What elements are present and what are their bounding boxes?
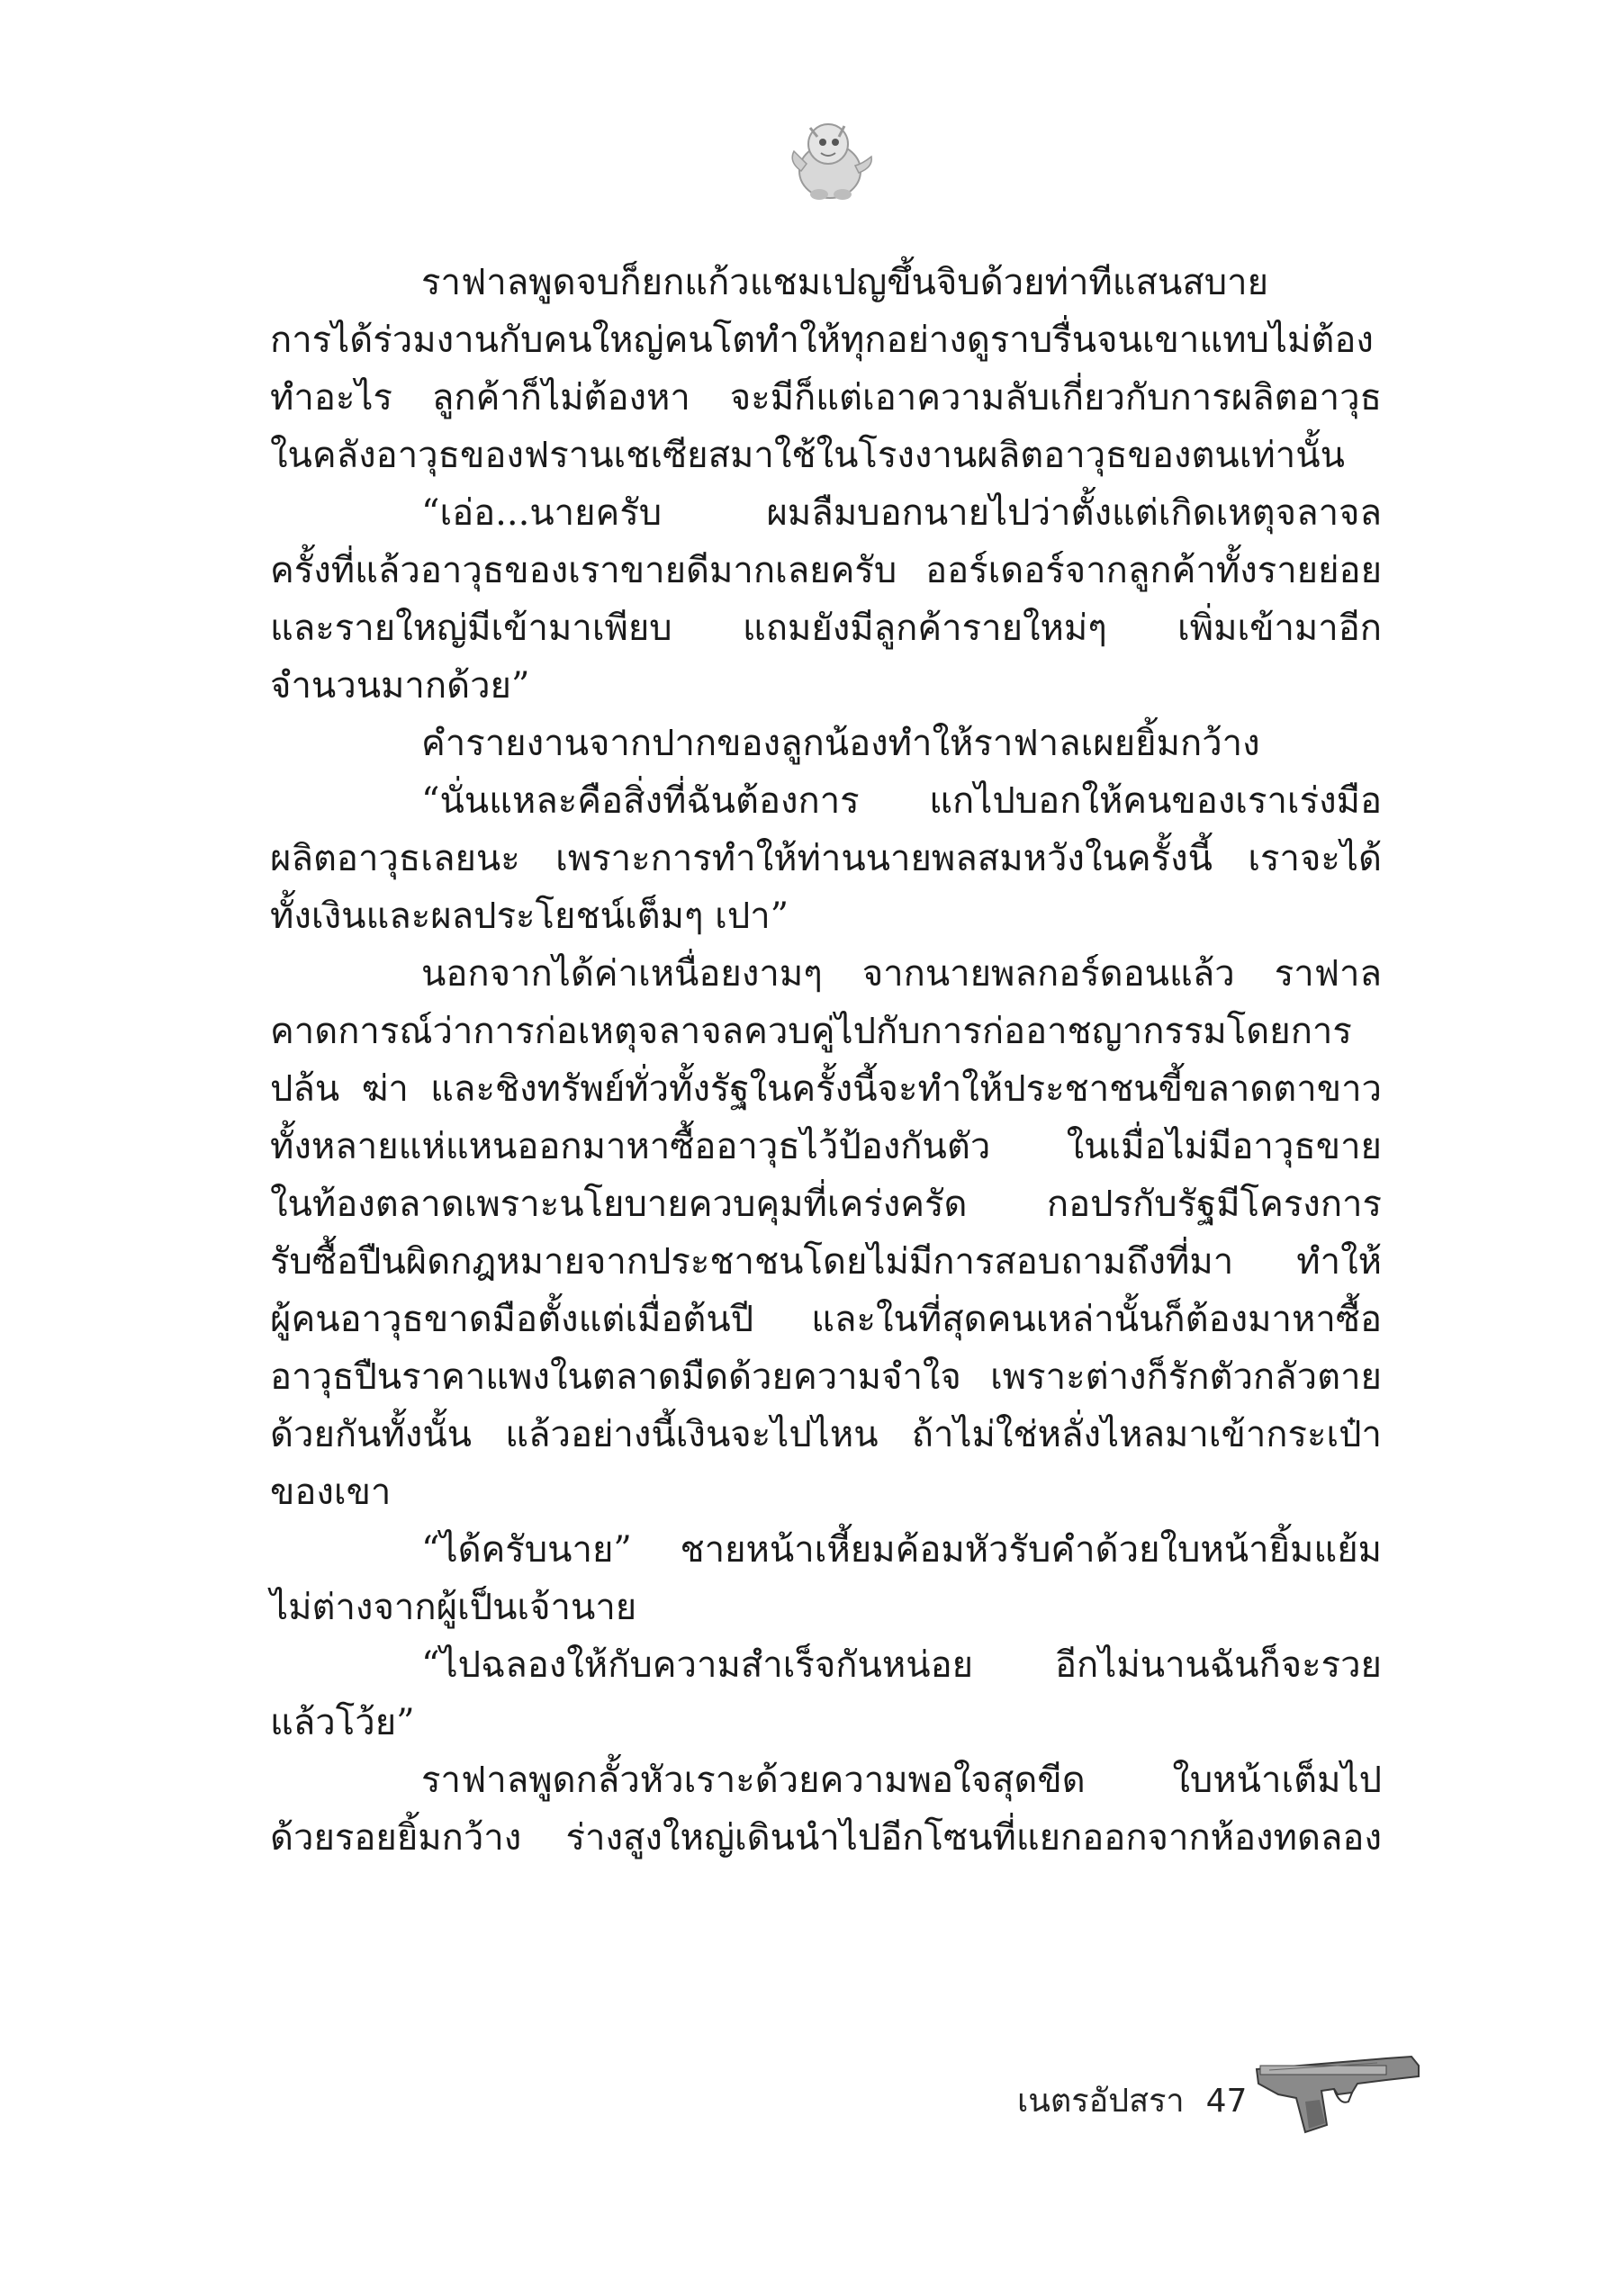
text-line: ทำอะไร ลูกค้าก็ไม่ต้องหา จะมีก็แต่เอาความลับเกี่ยวกับการผลิตอาวุธ <box>270 377 1382 419</box>
pistol-icon <box>1251 2039 1431 2138</box>
text-line: คาดการณ์ว่าการก่อเหตุจลาจลควบคู่ไปกับการก่ออาชญากรรมโดยการ <box>270 1011 1352 1052</box>
page-footer <box>1017 2075 1247 2126</box>
text-line: “นั่นแหละคือสิ่งที่ฉันต้องการ แกไปบอกให้คนของเราเร่งมือ <box>421 780 1382 822</box>
text-line: ทั้งเงินและผลประโยชน์เต็มๆ เปา” <box>270 896 789 937</box>
page-number: 47 <box>1205 2083 1248 2120</box>
text-line: ด้วยรอยยิ้มกว้าง ร่างสูงใหญ่เดินนำไปอีกโซนที่แยกออกจากห้องทดลอง <box>270 1817 1382 1859</box>
text-line: จำนวนมากด้วย” <box>270 665 530 707</box>
text-line: คำรายงานจากปากของลูกน้องทำให้ราฟาลเผยยิ้มกว้าง <box>421 723 1260 764</box>
text-line: ของเขา <box>270 1472 392 1513</box>
text-line: “ได้ครับนาย” ชายหน้าเหี้ยมค้อมหัวรับคำด้วยใบหน้ายิ้มแย้ม <box>421 1529 1382 1571</box>
text-line: “ไปฉลองให้กับความสำเร็จกันหน่อย อีกไม่นานฉันก็จะรวย <box>421 1644 1382 1686</box>
body-text <box>270 254 1382 1867</box>
text-line: ทั้งหลายแห่แหนออกมาหาซื้ออาวุธไว้ป้องกันตัว ในเมื่อไม่มีอาวุธขาย <box>270 1126 1382 1167</box>
text-line: อาวุธปืนราคาแพงในตลาดมืดด้วยความจำใจ เพราะต่างก็รักตัวกลัวตาย <box>270 1356 1382 1398</box>
text-line: ผู้คนอาวุธขาดมือตั้งแต่เมื่อต้นปี และในที่สุดคนเหล่านั้นก็ต้องมาหาซื้อ <box>270 1299 1382 1340</box>
text-line: ครั้งที่แล้วอาวุธของเราขายดีมากเลยครับ ออร์เดอร์จากลูกค้าทั้งรายย่อย <box>270 550 1382 591</box>
text-line: นอกจากได้ค่าเหนื่อยงามๆ จากนายพลกอร์ดอนแล้ว ราฟาล <box>421 953 1382 995</box>
text-line: ราฟาลพูดจบก็ยกแก้วแชมเปญขึ้นจิบด้วยท่าทีแสนสบาย <box>421 262 1269 303</box>
cartoon-dragon-ornament-icon <box>783 117 882 207</box>
text-line: ผลิตอาวุธเลยนะ เพราะการทำให้ท่านนายพลสมหวังในครั้งนี้ เราจะได้ <box>270 838 1382 879</box>
text-line: รับซื้อปืนผิดกฎหมายจากประชาชนโดยไม่มีการสอบถามถึงที่มา ทำให้ <box>270 1241 1382 1283</box>
text-line: ในคลังอาวุธของฟรานเชเซียสมาใช้ในโรงงานผลิตอาวุธของตนเท่านั้น <box>270 435 1345 476</box>
text-line: ปล้น ฆ่า และชิงทรัพย์ทั่วทั้งรัฐในครั้งนี้จะทำให้ประชาชนขี้ขลาดตาขาว <box>270 1068 1382 1110</box>
text-line: “เอ่อ...นายครับ ผมลืมบอกนายไปว่าตั้งแต่เกิดเหตุจลาจล <box>421 492 1382 534</box>
text-line: การได้ร่วมงานกับคนใหญ่คนโตทำให้ทุกอย่างดูราบรื่นจนเขาแทบไม่ต้อง <box>270 320 1374 361</box>
text-line: ในท้องตลาดเพราะนโยบายควบคุมที่เคร่งครัด กอปรกับรัฐมีโครงการ <box>270 1184 1382 1225</box>
text-line: ด้วยกันทั้งนั้น แล้วอย่างนี้เงินจะไปไหน ถ้าไม่ใช่หลั่งไหลมาเข้ากระเป๋า <box>270 1414 1382 1455</box>
text-line: ราฟาลพูดกลั้วหัวเราะด้วยความพอใจสุดขีด ใบหน้าเต็มไป <box>421 1760 1382 1801</box>
book-title: เนตรอัปสรา <box>1017 2083 1185 2120</box>
text-line: แล้วโว้ย” <box>270 1702 415 1743</box>
text-line: ไม่ต่างจากผู้เป็นเจ้านาย <box>270 1587 637 1628</box>
text-line: และรายใหญ่มีเข้ามาเพียบ แถมยังมีลูกค้ารายใหม่ๆ เพิ่มเข้ามาอีก <box>270 608 1382 649</box>
